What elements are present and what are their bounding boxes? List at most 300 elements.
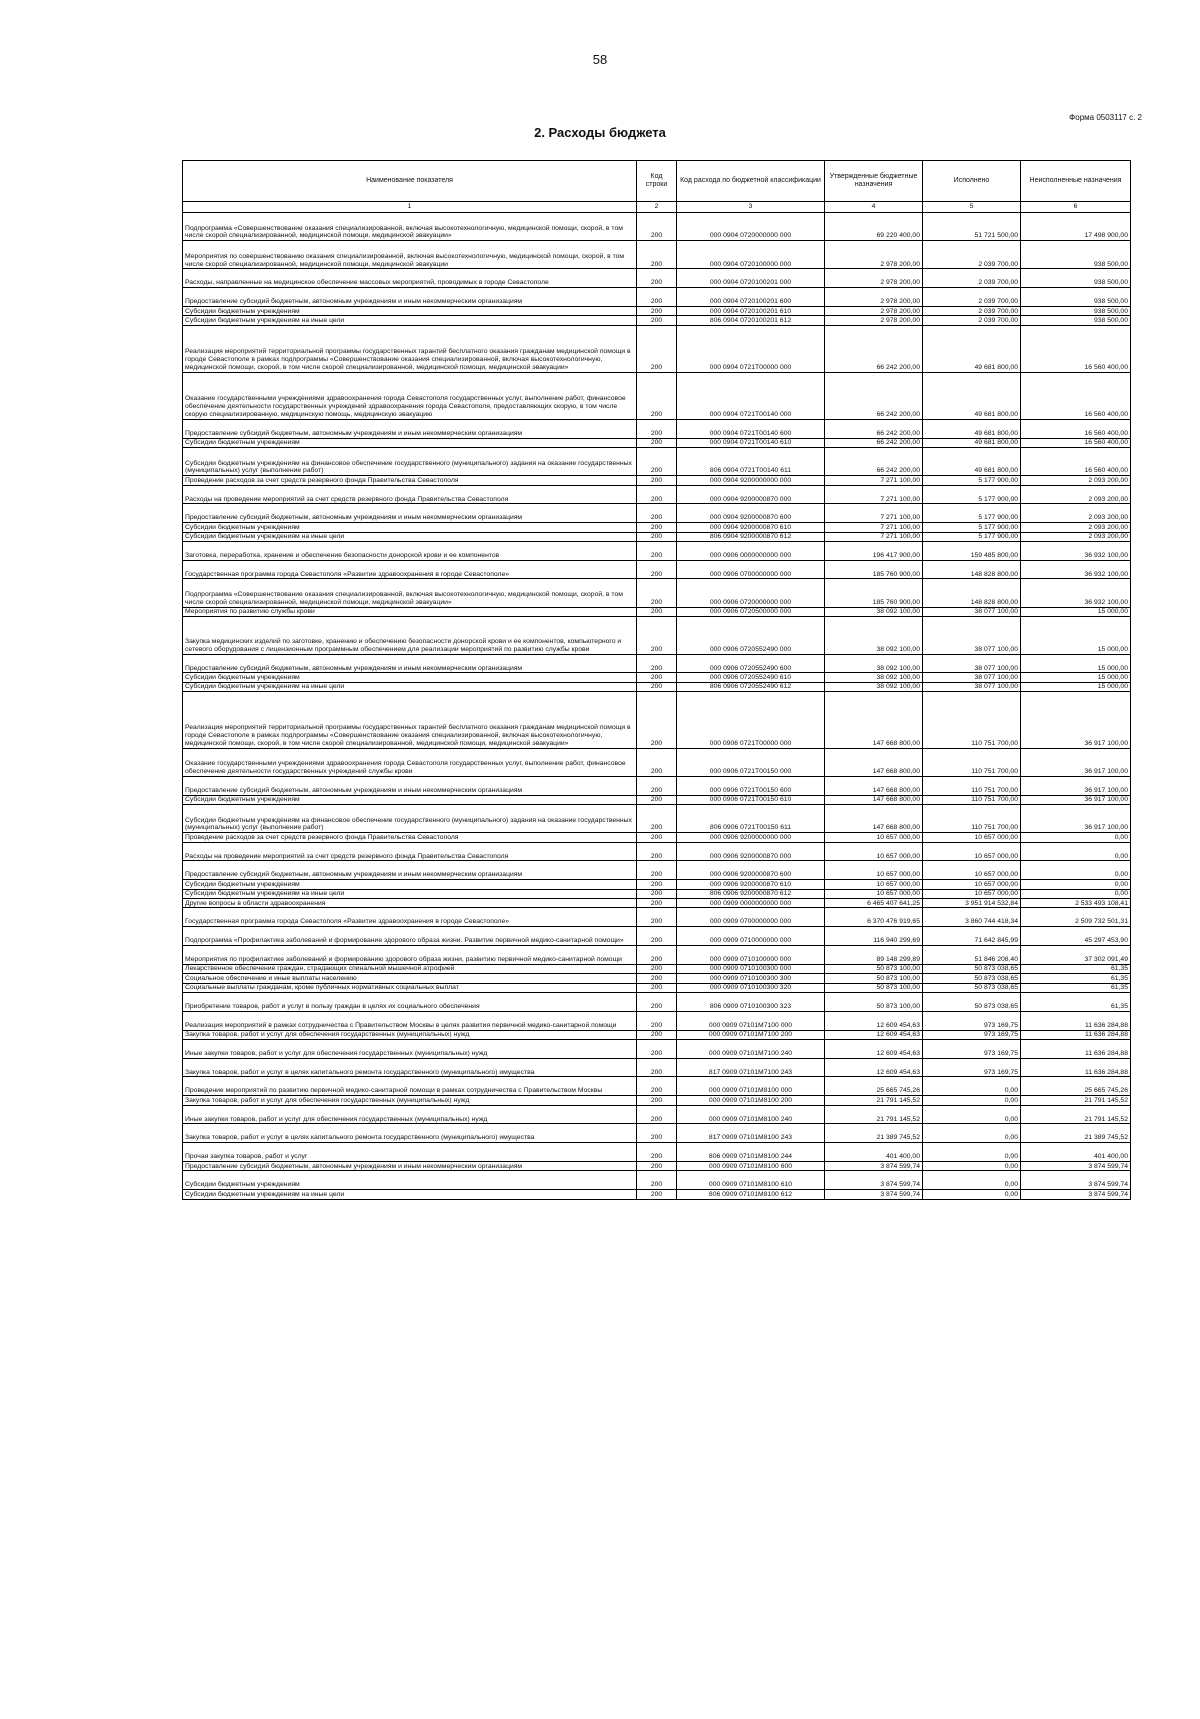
row-classification-code: 000 0904 0721T00140 600	[677, 419, 825, 438]
row-executed: 10 657 000,00	[923, 861, 1021, 880]
row-name: Субсидии бюджетным учреждениям на иные цели	[183, 889, 637, 898]
row-unexecuted: 11 636 284,88	[1021, 1039, 1131, 1058]
row-unexecuted: 15 000,00	[1021, 617, 1131, 655]
table-row	[183, 654, 1131, 673]
table-row	[183, 983, 1131, 992]
row-unexecuted: 36 932 100,00	[1021, 560, 1131, 579]
row-line-code: 200	[637, 861, 677, 880]
row-unexecuted: 61,35	[1021, 974, 1131, 983]
page-title: 2. Расходы бюджета	[534, 125, 666, 140]
row-classification-code: 817 0909 07101M8100 243	[677, 1124, 825, 1143]
row-unexecuted: 61,35	[1021, 992, 1131, 1011]
row-line-code: 200	[637, 269, 677, 288]
row-unexecuted: 938 500,00	[1021, 269, 1131, 288]
row-classification-code: 000 0906 0720500000 000	[677, 607, 825, 616]
row-name: Государственная программа города Севастополя «Развитие здравоохранения в городе Севастополе»	[183, 908, 637, 927]
row-executed: 973 169,75	[923, 1058, 1021, 1077]
column-number: 2	[637, 202, 677, 213]
row-classification-code: 000 0906 0000000000 000	[677, 541, 825, 560]
row-name: Расходы, направленные на медицинское обеспечение массовых мероприятий, проводимых в городе Севастополе	[183, 269, 637, 288]
row-classification-code: 806 0909 07101M8100 244	[677, 1143, 825, 1162]
row-executed: 2 039 700,00	[923, 288, 1021, 307]
row-unexecuted: 36 917 100,00	[1021, 776, 1131, 795]
row-name: Мероприятия по совершенствованию оказания специализированной, включая высокотехнологичную, медицинской помощи, скорой, в том числе скорой специализированной, медицинской помощи, медицинской эвакуации	[183, 241, 637, 269]
table-row	[183, 748, 1131, 776]
row-classification-code: 000 0906 0720552490 000	[677, 617, 825, 655]
row-approved: 66 242 200,00	[825, 438, 923, 447]
table-row	[183, 447, 1131, 475]
row-approved: 12 609 454,63	[825, 1030, 923, 1039]
row-line-code: 200	[637, 447, 677, 475]
row-approved: 10 657 000,00	[825, 880, 923, 889]
row-executed: 0,00	[923, 1124, 1021, 1143]
row-name: Закупка товаров, работ и услуг для обеспечения государственных (муниципальных) нужд	[183, 1030, 637, 1039]
row-classification-code: 000 0909 07101M7100 200	[677, 1030, 825, 1039]
row-executed: 50 873 038,65	[923, 974, 1021, 983]
row-executed: 10 657 000,00	[923, 889, 1021, 898]
row-executed: 71 642 845,99	[923, 927, 1021, 946]
row-line-code: 200	[637, 974, 677, 983]
row-line-code: 200	[637, 992, 677, 1011]
row-executed: 0,00	[923, 1096, 1021, 1105]
row-unexecuted: 0,00	[1021, 861, 1131, 880]
page-number: 58	[592, 52, 608, 67]
row-approved: 89 148 299,89	[825, 945, 923, 964]
row-name: Расходы на проведение мероприятий за счет средств резервного фонда Правительства Севастополя	[183, 485, 637, 504]
row-executed: 973 169,75	[923, 1011, 1021, 1030]
row-name: Иные закупки товаров, работ и услуг для обеспечения государственных (муниципальных) нужд	[183, 1039, 637, 1058]
row-executed: 38 077 100,00	[923, 654, 1021, 673]
row-line-code: 200	[637, 325, 677, 372]
row-line-code: 200	[637, 1058, 677, 1077]
row-unexecuted: 3 874 599,74	[1021, 1171, 1131, 1190]
row-executed: 50 873 038,65	[923, 983, 1021, 992]
table-row	[183, 908, 1131, 927]
row-executed: 0,00	[923, 1162, 1021, 1171]
row-classification-code: 806 0909 07101M8100 612	[677, 1190, 825, 1199]
row-unexecuted: 36 917 100,00	[1021, 805, 1131, 833]
row-executed: 110 751 700,00	[923, 795, 1021, 804]
row-line-code: 200	[637, 898, 677, 907]
table-row	[183, 607, 1131, 616]
row-unexecuted: 938 500,00	[1021, 316, 1131, 325]
header-classification-code: Код расхода по бюджетной классификации	[677, 161, 825, 202]
table-row	[183, 1162, 1131, 1171]
row-classification-code: 000 0904 0721T00140 000	[677, 372, 825, 419]
row-line-code: 200	[637, 306, 677, 315]
row-executed: 50 873 038,65	[923, 964, 1021, 973]
row-approved: 3 874 599,74	[825, 1171, 923, 1190]
row-unexecuted: 2 093 200,00	[1021, 476, 1131, 485]
row-line-code: 200	[637, 213, 677, 241]
row-line-code: 200	[637, 316, 677, 325]
row-unexecuted: 36 917 100,00	[1021, 748, 1131, 776]
row-name: Субсидии бюджетным учреждениям на иные цели	[183, 1190, 637, 1199]
row-approved: 2 978 200,00	[825, 316, 923, 325]
row-approved: 147 668 800,00	[825, 805, 923, 833]
row-name: Закупка товаров, работ и услуг в целях капитального ремонта государственного (муниципального) имущества	[183, 1058, 637, 1077]
row-line-code: 200	[637, 748, 677, 776]
table-row	[183, 1124, 1131, 1143]
row-approved: 50 873 100,00	[825, 992, 923, 1011]
table-row	[183, 541, 1131, 560]
expenses-table	[182, 160, 1131, 1200]
row-approved: 7 271 100,00	[825, 485, 923, 504]
row-classification-code: 806 0906 9200000870 612	[677, 889, 825, 898]
row-classification-code: 000 0904 9200000000 000	[677, 476, 825, 485]
row-name: Другие вопросы в области здравоохранения	[183, 898, 637, 907]
row-line-code: 200	[637, 692, 677, 748]
row-approved: 2 978 200,00	[825, 241, 923, 269]
table-row	[183, 476, 1131, 485]
row-approved: 2 978 200,00	[825, 269, 923, 288]
row-line-code: 200	[637, 880, 677, 889]
row-classification-code: 000 0906 0720000000 000	[677, 579, 825, 607]
row-approved: 69 220 400,00	[825, 213, 923, 241]
row-executed: 110 751 700,00	[923, 805, 1021, 833]
row-name: Субсидии бюджетным учреждениям	[183, 523, 637, 532]
table-row	[183, 1077, 1131, 1096]
row-classification-code: 806 0904 0721T00140 611	[677, 447, 825, 475]
row-unexecuted: 0,00	[1021, 889, 1131, 898]
row-name: Субсидии бюджетным учреждениям на иные цели	[183, 682, 637, 691]
row-line-code: 200	[637, 419, 677, 438]
table-header-row	[183, 161, 1131, 202]
row-name: Субсидии бюджетным учреждениям	[183, 795, 637, 804]
row-executed: 5 177 900,00	[923, 504, 1021, 523]
table-row	[183, 1105, 1131, 1124]
row-name: Проведение мероприятий по развитию первичной медико-санитарной помощи в рамках сотрудничества с Правительством Москвы	[183, 1077, 637, 1096]
row-executed: 50 873 038,65	[923, 992, 1021, 1011]
row-approved: 3 874 599,74	[825, 1162, 923, 1171]
column-number: 1	[183, 202, 637, 213]
header-executed: Исполнено	[923, 161, 1021, 202]
row-approved: 12 609 454,63	[825, 1011, 923, 1030]
row-classification-code: 806 0906 0721T00150 611	[677, 805, 825, 833]
row-name: Подпрограмма «Профилактика заболеваний и формирование здорового образа жизни. Развитие первичной медико-санитарной помощи»	[183, 927, 637, 946]
row-classification-code: 000 0909 0710100300 300	[677, 974, 825, 983]
table-row	[183, 898, 1131, 907]
row-unexecuted: 0,00	[1021, 842, 1131, 861]
row-executed: 3 860 744 418,34	[923, 908, 1021, 927]
table-row	[183, 992, 1131, 1011]
row-line-code: 200	[637, 560, 677, 579]
row-unexecuted: 11 636 284,88	[1021, 1030, 1131, 1039]
row-line-code: 200	[637, 908, 677, 927]
row-approved: 10 657 000,00	[825, 842, 923, 861]
row-line-code: 200	[637, 532, 677, 541]
table-row	[183, 1143, 1131, 1162]
row-classification-code: 000 0909 0710100300 000	[677, 964, 825, 973]
row-line-code: 200	[637, 945, 677, 964]
row-approved: 38 092 100,00	[825, 682, 923, 691]
row-approved: 147 668 800,00	[825, 748, 923, 776]
row-line-code: 200	[637, 541, 677, 560]
row-name: Проведение расходов за счет средств резервного фонда Правительства Севастополя	[183, 476, 637, 485]
row-unexecuted: 25 665 745,26	[1021, 1077, 1131, 1096]
row-line-code: 200	[637, 654, 677, 673]
table-row	[183, 682, 1131, 691]
row-unexecuted: 11 636 284,88	[1021, 1058, 1131, 1077]
row-name: Иные закупки товаров, работ и услуг для обеспечения государственных (муниципальных) нужд	[183, 1105, 637, 1124]
row-line-code: 200	[637, 1143, 677, 1162]
row-classification-code: 000 0909 07101M8100 200	[677, 1096, 825, 1105]
row-unexecuted: 36 917 100,00	[1021, 795, 1131, 804]
row-approved: 21 791 145,52	[825, 1105, 923, 1124]
row-name: Закупка медицинских изделий по заготовке, хранению и обеспечению безопасности донорской крови и ее компонентов, компьютерного и сетевого оборудования с лицензионным программным обеспечением для реализации мероприятий по развитию службы крови	[183, 617, 637, 655]
row-line-code: 200	[637, 438, 677, 447]
row-line-code: 200	[637, 288, 677, 307]
row-approved: 2 978 200,00	[825, 306, 923, 315]
row-classification-code: 000 0904 0720100201 000	[677, 269, 825, 288]
row-unexecuted: 36 917 100,00	[1021, 692, 1131, 748]
column-numbers-row	[183, 202, 1131, 213]
row-approved: 3 874 599,74	[825, 1190, 923, 1199]
row-approved: 7 271 100,00	[825, 523, 923, 532]
row-name: Предоставление субсидий бюджетным, автономным учреждениям и иным некоммерческим организациям	[183, 654, 637, 673]
row-unexecuted: 16 560 400,00	[1021, 438, 1131, 447]
row-classification-code: 000 0904 0720000000 000	[677, 213, 825, 241]
table-row	[183, 306, 1131, 315]
row-classification-code: 000 0909 07101M8100 600	[677, 1162, 825, 1171]
row-executed: 148 828 800,00	[923, 560, 1021, 579]
table-row	[183, 1190, 1131, 1199]
row-classification-code: 000 0909 0000000000 000	[677, 898, 825, 907]
row-line-code: 200	[637, 805, 677, 833]
row-unexecuted: 938 500,00	[1021, 241, 1131, 269]
row-name: Субсидии бюджетным учреждениям на финансовое обеспечение государственного (муниципального) задания на оказание государственных (муниципальных) услуг (выполнение работ)	[183, 447, 637, 475]
row-classification-code: 000 0906 0721T00150 000	[677, 748, 825, 776]
row-line-code: 200	[637, 504, 677, 523]
row-classification-code: 806 0906 0720552490 612	[677, 682, 825, 691]
row-unexecuted: 36 932 100,00	[1021, 541, 1131, 560]
table-row	[183, 1039, 1131, 1058]
row-classification-code: 000 0909 07101M8100 240	[677, 1105, 825, 1124]
header-line-code: Код строки	[637, 161, 677, 202]
row-name: Оказание государственными учреждениями здравоохранения города Севастополя государственных услуг, выполнение работ, финансовое обеспечение деятельности государственных учреждений здравоохранения города Севастополя, предоставляющих скорую, в том числе скорую специализированную, медицинскую помощь, медицинскую эвакуацию	[183, 372, 637, 419]
row-executed: 49 681 800,00	[923, 438, 1021, 447]
row-name: Мероприятия по развитию службы крови	[183, 607, 637, 616]
table-row	[183, 1096, 1131, 1105]
row-executed: 0,00	[923, 1077, 1021, 1096]
row-name: Предоставление субсидий бюджетным, автономным учреждениям и иным некоммерческим организациям	[183, 504, 637, 523]
row-executed: 3 951 914 532,84	[923, 898, 1021, 907]
row-classification-code: 000 0909 0710100000 000	[677, 945, 825, 964]
table-row	[183, 523, 1131, 532]
row-classification-code: 000 0906 9200000870 600	[677, 861, 825, 880]
row-line-code: 200	[637, 485, 677, 504]
row-approved: 401 400,00	[825, 1143, 923, 1162]
table-row	[183, 269, 1131, 288]
row-executed: 0,00	[923, 1143, 1021, 1162]
column-number: 4	[825, 202, 923, 213]
row-unexecuted: 21 791 145,52	[1021, 1096, 1131, 1105]
form-reference: Форма 0503117 с. 2	[1069, 113, 1142, 122]
row-line-code: 200	[637, 983, 677, 992]
row-classification-code: 000 0906 9200000870 610	[677, 880, 825, 889]
table-row	[183, 288, 1131, 307]
row-name: Предоставление субсидий бюджетным, автономным учреждениям и иным некоммерческим организациям	[183, 288, 637, 307]
row-name: Предоставление субсидий бюджетным, автономным учреждениям и иным некоммерческим организациям	[183, 861, 637, 880]
row-line-code: 200	[637, 1124, 677, 1143]
row-executed: 10 657 000,00	[923, 842, 1021, 861]
row-executed: 2 039 700,00	[923, 269, 1021, 288]
row-classification-code: 000 0909 07101M8100 000	[677, 1077, 825, 1096]
row-executed: 0,00	[923, 1105, 1021, 1124]
row-unexecuted: 36 932 100,00	[1021, 579, 1131, 607]
row-name: Прочая закупка товаров, работ и услуг	[183, 1143, 637, 1162]
row-unexecuted: 2 093 200,00	[1021, 485, 1131, 504]
header-unexecuted: Неисполненные назначения	[1021, 161, 1131, 202]
row-executed: 51 721 500,00	[923, 213, 1021, 241]
row-approved: 12 609 454,63	[825, 1039, 923, 1058]
row-approved: 196 417 900,00	[825, 541, 923, 560]
row-unexecuted: 16 560 400,00	[1021, 447, 1131, 475]
row-name: Приобретение товаров, работ и услуг в пользу граждан в целях их социального обеспечения	[183, 992, 637, 1011]
row-line-code: 200	[637, 1011, 677, 1030]
row-approved: 10 657 000,00	[825, 833, 923, 842]
row-name: Субсидии бюджетным учреждениям	[183, 1171, 637, 1190]
row-unexecuted: 15 000,00	[1021, 673, 1131, 682]
row-name: Субсидии бюджетным учреждениям на финансовое обеспечение государственного (муниципального) задания на оказание государственных (муниципальных) услуг (выполнение работ)	[183, 805, 637, 833]
row-unexecuted: 61,35	[1021, 983, 1131, 992]
row-approved: 10 657 000,00	[825, 861, 923, 880]
row-unexecuted: 61,35	[1021, 964, 1131, 973]
row-unexecuted: 16 560 400,00	[1021, 325, 1131, 372]
row-unexecuted: 401 400,00	[1021, 1143, 1131, 1162]
row-approved: 7 271 100,00	[825, 476, 923, 485]
row-classification-code: 000 0904 9200000870 000	[677, 485, 825, 504]
row-approved: 6 370 476 919,65	[825, 908, 923, 927]
row-name: Расходы на проведение мероприятий за счет средств резервного фонда Правительства Севастополя	[183, 842, 637, 861]
row-unexecuted: 2 093 200,00	[1021, 532, 1131, 541]
row-classification-code: 000 0904 0721T00140 610	[677, 438, 825, 447]
row-unexecuted: 938 500,00	[1021, 288, 1131, 307]
row-unexecuted: 15 000,00	[1021, 607, 1131, 616]
table-row	[183, 927, 1131, 946]
row-name: Оказание государственными учреждениями здравоохранения города Севастополя государственных услуг, выполнение работ, финансовое обеспечение деятельности государственных учреждений службы крови	[183, 748, 637, 776]
row-unexecuted: 0,00	[1021, 880, 1131, 889]
row-executed: 5 177 900,00	[923, 485, 1021, 504]
row-line-code: 200	[637, 579, 677, 607]
row-line-code: 200	[637, 1096, 677, 1105]
row-classification-code: 000 0909 07101M7100 000	[677, 1011, 825, 1030]
row-classification-code: 000 0909 07101M8100 610	[677, 1171, 825, 1190]
header-name: Наименование показателя	[183, 161, 637, 202]
table-row	[183, 617, 1131, 655]
row-approved: 66 242 200,00	[825, 325, 923, 372]
row-classification-code: 000 0906 0721T00150 600	[677, 776, 825, 795]
table-row	[183, 504, 1131, 523]
row-classification-code: 000 0906 0720552490 610	[677, 673, 825, 682]
row-name: Подпрограмма «Совершенствование оказания специализированной, включая высокотехнологичную, медицинской помощи, скорой, в том числе скорой специализированной, медицинской помощи, медицинской эвакуации»	[183, 213, 637, 241]
row-approved: 185 760 900,00	[825, 579, 923, 607]
row-approved: 7 271 100,00	[825, 504, 923, 523]
row-classification-code: 000 0904 0720100201 600	[677, 288, 825, 307]
table-row	[183, 213, 1131, 241]
row-line-code: 200	[637, 476, 677, 485]
row-name: Субсидии бюджетным учреждениям	[183, 306, 637, 315]
row-line-code: 200	[637, 673, 677, 682]
row-approved: 147 668 800,00	[825, 776, 923, 795]
row-name: Субсидии бюджетным учреждениям	[183, 673, 637, 682]
row-unexecuted: 21 791 145,52	[1021, 1105, 1131, 1124]
row-approved: 147 668 800,00	[825, 795, 923, 804]
table-row	[183, 438, 1131, 447]
row-classification-code: 000 0909 0710000000 000	[677, 927, 825, 946]
row-approved: 185 760 900,00	[825, 560, 923, 579]
row-classification-code: 000 0904 0720100000 000	[677, 241, 825, 269]
row-executed: 973 169,75	[923, 1030, 1021, 1039]
row-approved: 38 092 100,00	[825, 654, 923, 673]
row-unexecuted: 2 093 200,00	[1021, 504, 1131, 523]
table-row	[183, 1030, 1131, 1039]
row-executed: 2 039 700,00	[923, 241, 1021, 269]
row-classification-code: 000 0906 0721T00000 000	[677, 692, 825, 748]
row-classification-code: 000 0909 0710100300 320	[677, 983, 825, 992]
row-name: Реализация мероприятий территориальной программы государственных гарантий бесплатного оказания гражданам медицинской помощи в городе Севастополе в рамках подпрограммы «Совершенствование оказания специализированной, включая высокотехнологичную, медицинской помощи, скорой, в том числе скорой специализированной, медицинской помощи, медицинской эвакуации»	[183, 325, 637, 372]
row-unexecuted: 21 389 745,52	[1021, 1124, 1131, 1143]
row-classification-code: 000 0906 9200000870 000	[677, 842, 825, 861]
row-classification-code: 000 0906 9200000000 000	[677, 833, 825, 842]
row-approved: 7 271 100,00	[825, 532, 923, 541]
row-approved: 66 242 200,00	[825, 419, 923, 438]
row-line-code: 200	[637, 776, 677, 795]
row-unexecuted: 15 000,00	[1021, 654, 1131, 673]
row-executed: 49 681 800,00	[923, 447, 1021, 475]
row-approved: 38 092 100,00	[825, 607, 923, 616]
row-classification-code: 000 0906 0720552490 600	[677, 654, 825, 673]
row-executed: 38 077 100,00	[923, 617, 1021, 655]
row-approved: 6 465 407 641,25	[825, 898, 923, 907]
row-name: Закупка товаров, работ и услуг для обеспечения государственных (муниципальных) нужд	[183, 1096, 637, 1105]
row-approved: 25 665 745,26	[825, 1077, 923, 1096]
table-row	[183, 776, 1131, 795]
row-executed: 0,00	[923, 1190, 1021, 1199]
row-name: Проведение расходов за счет средств резервного фонда Правительства Севастополя	[183, 833, 637, 842]
row-classification-code: 000 0904 9200000870 600	[677, 504, 825, 523]
row-unexecuted: 16 560 400,00	[1021, 372, 1131, 419]
row-unexecuted: 938 500,00	[1021, 306, 1131, 315]
row-executed: 49 681 800,00	[923, 372, 1021, 419]
row-executed: 38 077 100,00	[923, 673, 1021, 682]
row-line-code: 200	[637, 617, 677, 655]
row-unexecuted: 0,00	[1021, 833, 1131, 842]
table-row	[183, 880, 1131, 889]
row-executed: 973 169,75	[923, 1039, 1021, 1058]
table-row	[183, 325, 1131, 372]
row-classification-code: 000 0909 07101M7100 240	[677, 1039, 825, 1058]
row-name: Мероприятия по профилактике заболеваний и формированию здорового образа жизни, развитию первичной медико-санитарной помощи	[183, 945, 637, 964]
table-row	[183, 419, 1131, 438]
row-line-code: 200	[637, 1171, 677, 1190]
row-name: Субсидии бюджетным учреждениям	[183, 880, 637, 889]
row-line-code: 200	[637, 607, 677, 616]
table-row	[183, 673, 1131, 682]
row-executed: 159 485 800,00	[923, 541, 1021, 560]
row-unexecuted: 3 874 599,74	[1021, 1190, 1131, 1199]
row-executed: 38 077 100,00	[923, 682, 1021, 691]
row-approved: 50 873 100,00	[825, 964, 923, 973]
row-executed: 110 751 700,00	[923, 748, 1021, 776]
table-row	[183, 485, 1131, 504]
row-name: Подпрограмма «Совершенствование оказания специализированной, включая высокотехнологичную, медицинской помощи, скорой, в том числе скорой специализированной, медицинской помощи, медицинской эвакуации»	[183, 579, 637, 607]
row-unexecuted: 15 000,00	[1021, 682, 1131, 691]
row-approved: 116 940 299,69	[825, 927, 923, 946]
row-approved: 21 791 145,52	[825, 1096, 923, 1105]
row-line-code: 200	[637, 964, 677, 973]
row-line-code: 200	[637, 1039, 677, 1058]
